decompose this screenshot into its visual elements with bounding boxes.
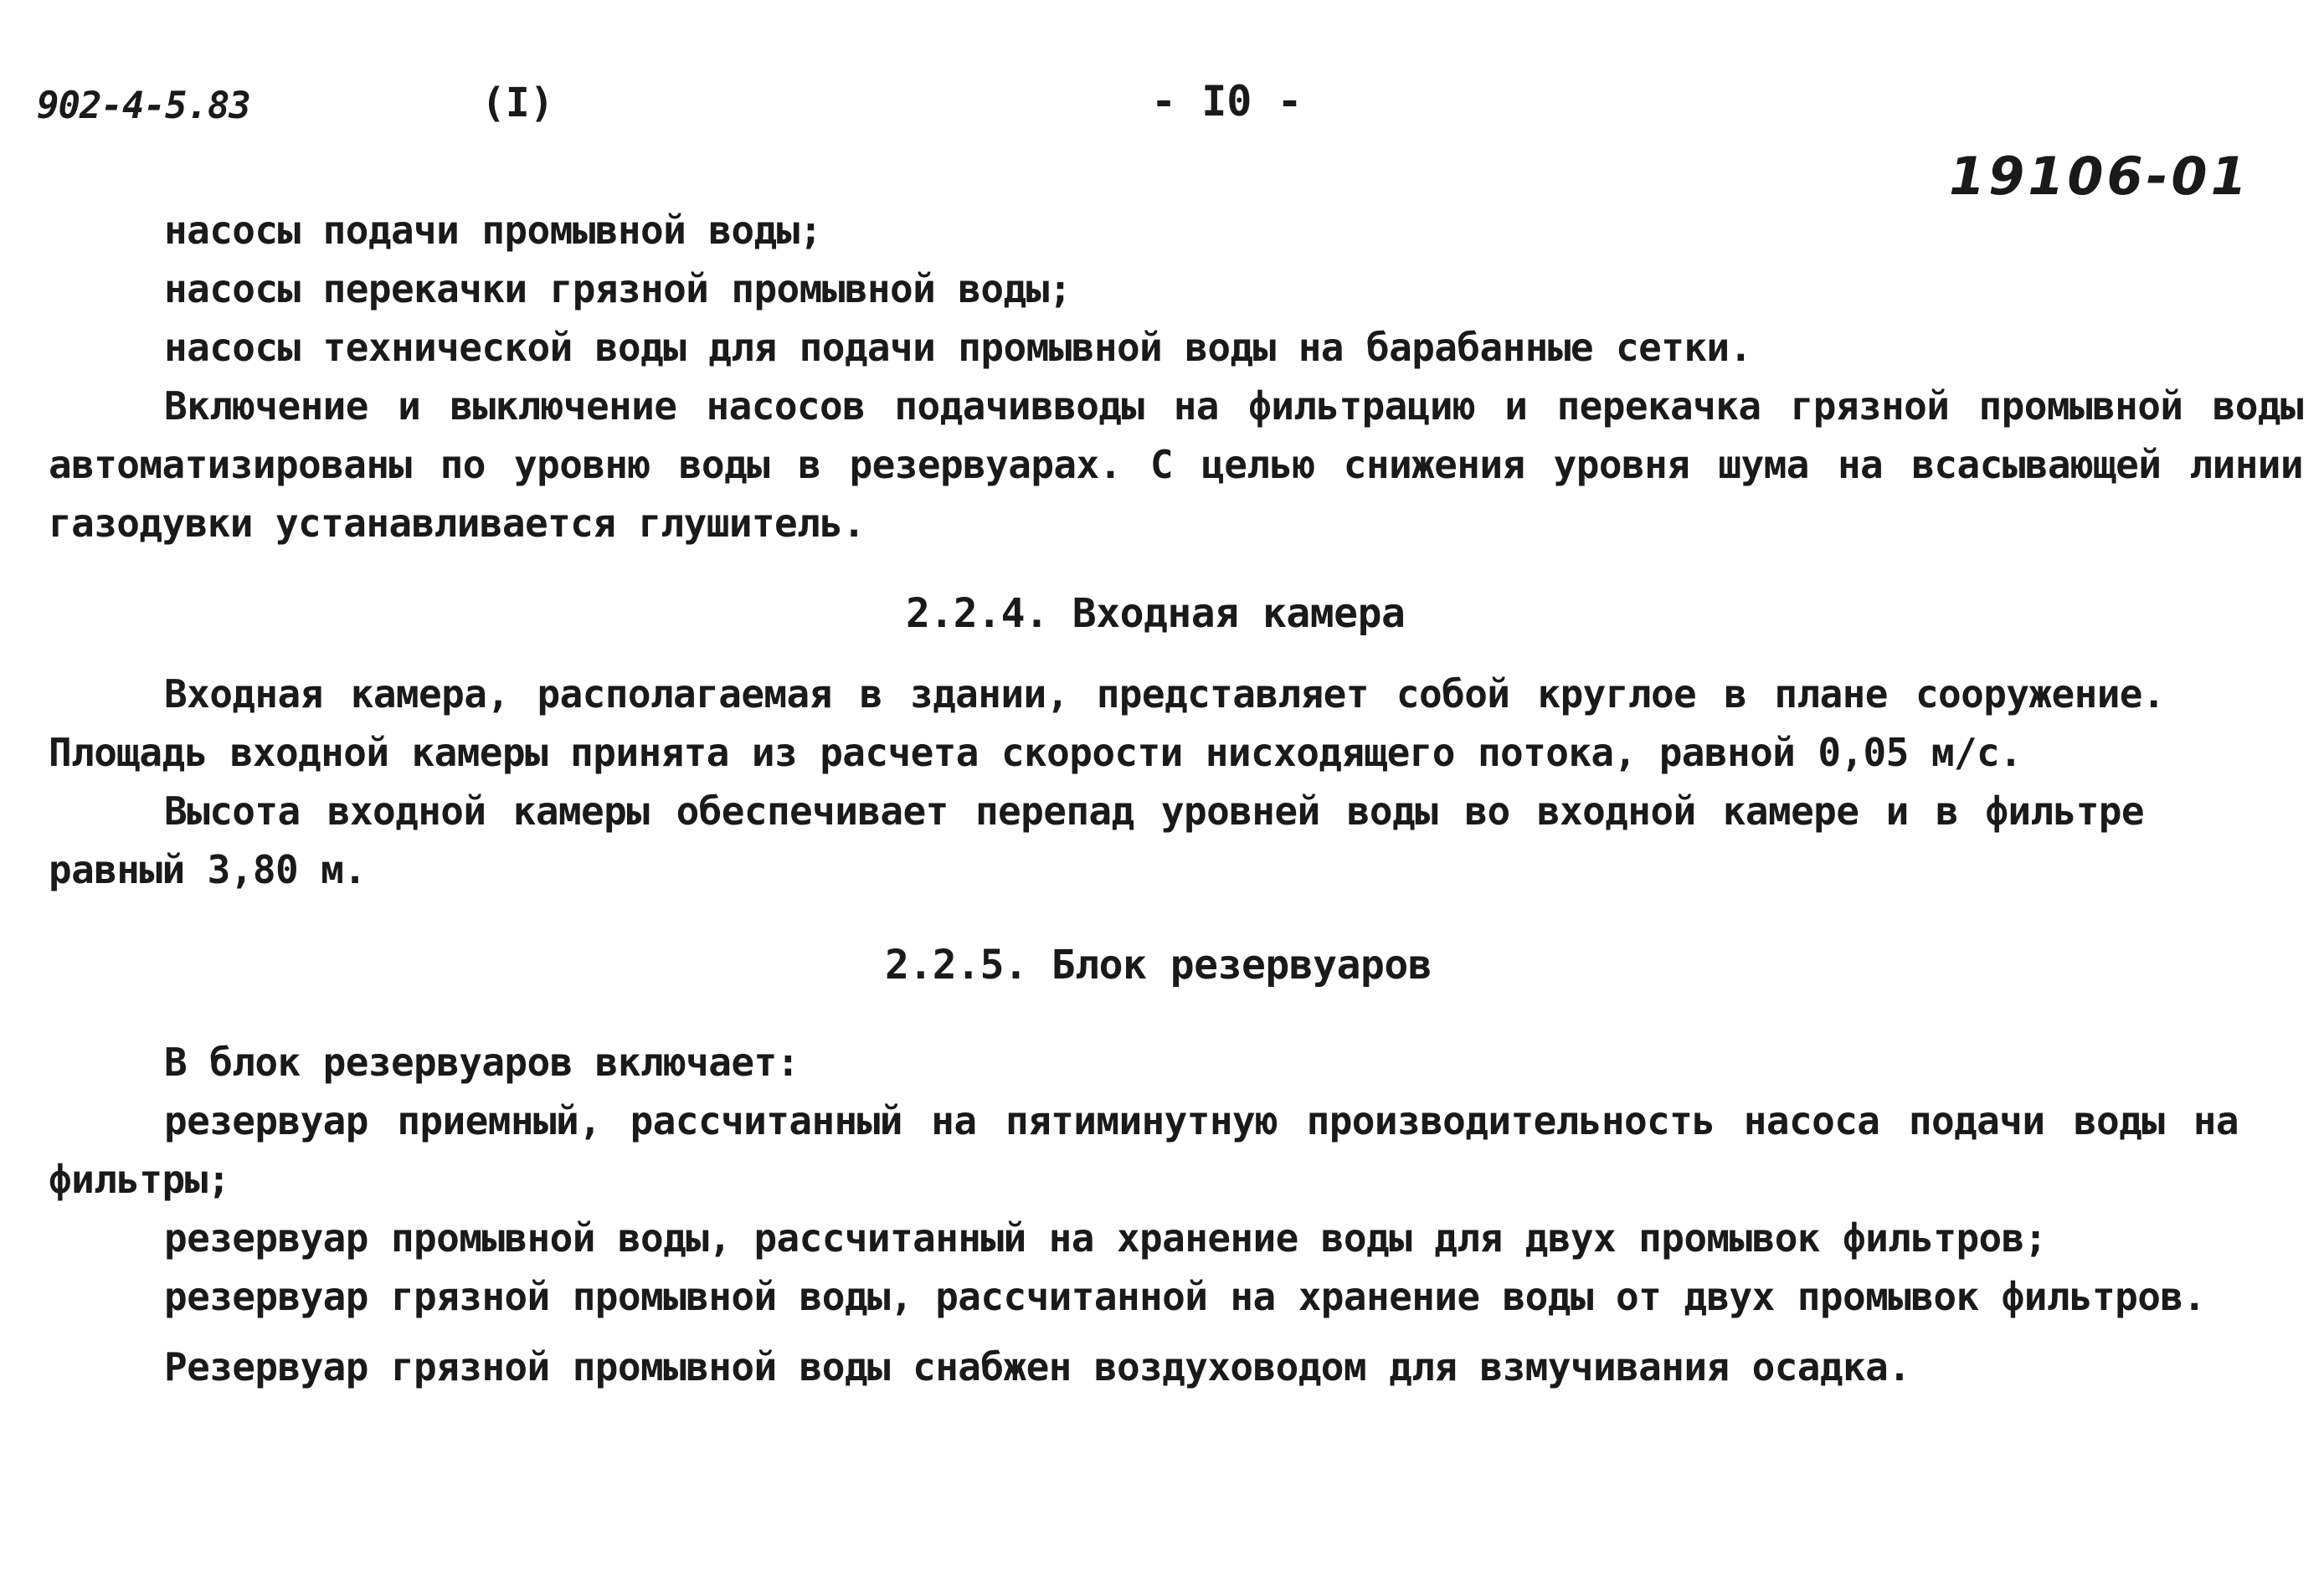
document-code: 902-4-5.83 xyxy=(37,85,250,127)
paragraph-line: Площадь входной камеры принята из расчета скорости нисходящего потока, равной 0,05 м/с. xyxy=(49,730,2023,775)
list-item: фильтры; xyxy=(49,1157,230,1202)
paragraph-line: равный 3,80 м. xyxy=(49,847,367,892)
section-mark: (I) xyxy=(481,80,554,126)
paragraph-line: газодувки устанавливается глушитель. xyxy=(49,501,866,546)
paragraph-line: В блок резервуаров включает: xyxy=(164,1040,800,1085)
paragraph-line: Включение и выключение насосов подачивводы на фильтрацию и перекачка грязной промывной воды xyxy=(164,383,2303,429)
inventory-stamp: 19106-01 xyxy=(1949,146,2250,207)
section-heading: 2.2.5. Блок резервуаров xyxy=(885,942,1432,989)
list-item: резервуар грязной промывной воды, рассчитанной на хранение воды от двух промывок фильтров. xyxy=(164,1274,2206,1319)
page-number: - I0 - xyxy=(1151,77,1303,126)
list-item: резервуар приемный, рассчитанный на пятиминутную производительность насоса подачи воды на xyxy=(164,1098,2239,1143)
list-item: резервуар промывной воды, рассчитанный на хранение воды для двух промывок фильтров; xyxy=(164,1215,2047,1261)
list-item: насосы перекачки грязной промывной воды; xyxy=(164,266,1072,311)
list-item: насосы технической воды для подачи промывной воды на барабанные сетки. xyxy=(164,325,1752,370)
section-heading: 2.2.4. Входная камера xyxy=(906,590,1406,637)
paragraph-line: автоматизированы по уровню воды в резервуарах. С целью снижения уровня шума на всасывающей линии xyxy=(49,442,2303,487)
paragraph-line: Резервуар грязной промывной воды снабжен воздуховодом для взмучивания осадка. xyxy=(164,1344,1911,1389)
list-item: насосы подачи промывной воды; xyxy=(164,208,822,253)
paragraph-line: Высота входной камеры обеспечивает перепад уровней воды во входной камере и в фильтре xyxy=(164,788,2144,834)
paragraph-line: Входная камера, располагаемая в здании, представляет собой круглое в плане сооружение. xyxy=(164,671,2165,717)
